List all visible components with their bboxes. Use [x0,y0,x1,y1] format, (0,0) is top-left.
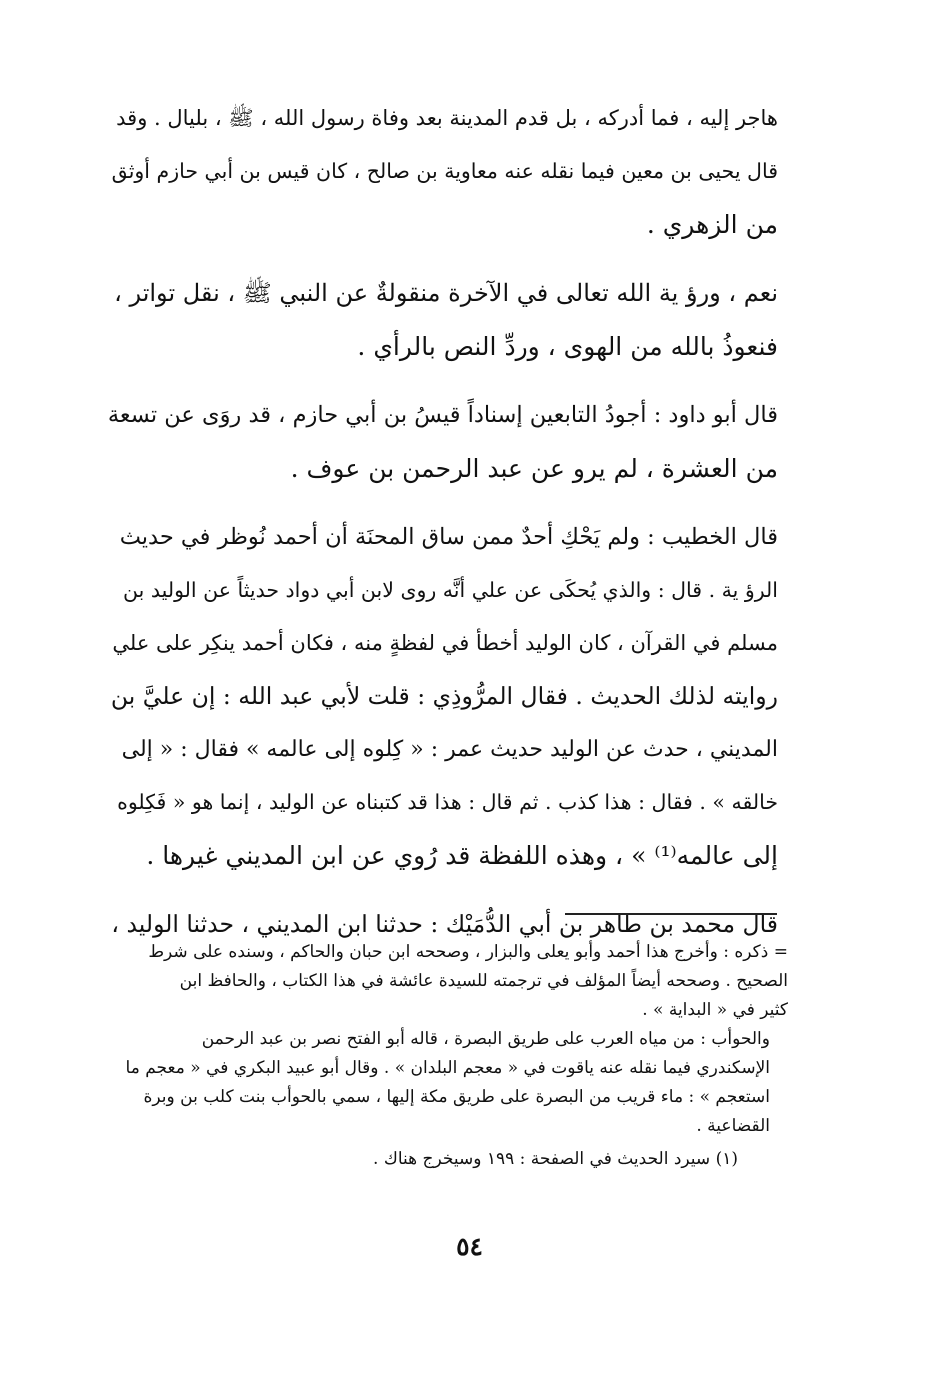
footnote-line: استعجم » : ماء قريب من البصرة على طريق مكة إليها ، سمي بالحوأب بنت كلب بن وبرة [143,1087,770,1107]
text-line: قال يحيى بن معين فيما نقله عنه معاوية بن صالح ، كان قيس بن أبي حازم أوثق [111,159,778,183]
page-number: ٥٤ [456,1232,483,1261]
footnote-line: الإسكندري فيما نقله عنه ياقوت في « معجم البلدان » . وقال أبو عبيد البكري في « معجم ما [125,1058,770,1078]
footnote-continuation [108,938,788,1025]
text-line: قال أبو داود : أجودُ التابعين إسناداً قيسُ بن أبي حازم ، قد روَى عن تسعة [107,402,778,428]
text-line: قال محمد بن طاهر بن أبي الدُّمَيْك : حدثنا ابن المديني ، حدثنا الوليد ، [111,910,778,938]
footnote-line: = ذكره : وأخرج هذا أحمد وأبو يعلى والبزار ، وصححه ابن حبان والحاكم ، وسنده على شرط [148,942,788,962]
text-line: من الزهري . [646,210,778,239]
text-line: المديني ، حدث عن الوليد حديث عمر : « كِلوه إلى عالمه » فقال : « إلى [121,737,778,762]
footnote-line: والحوأب : من مياه العرب على طريق البصرة ، قاله أبو الفتح نصر بن عبد الرحمن [201,1029,770,1049]
footnote-1 [108,1145,788,1174]
paragraph-1 [108,92,778,251]
main-text [108,92,778,967]
paragraph-3 [108,389,778,495]
text-line: قال الخطيب : ولم يَحْكِ أحدٌ ممن ساق المحنَة أن أحمد نُوظر في حديث [119,524,778,550]
text-line: نعم ، ورؤ ية الله تعالى في الآخرة منقولةٌ عن النبي ﷺ ، نقل تواتر ، [114,279,778,307]
footnote-line: الصحيح . وصححه أيضاً المؤلف في ترجمته للسيدة عائشة في هذا الكتاب ، والحافظ ابن [179,971,788,991]
footnote-hawab [108,1025,788,1141]
text-line: إلى عالمه⁽¹⁾ » ، وهذه اللفظة قد رُوي عن ابن المديني غيرها . [146,841,778,870]
paragraph-4 [108,511,778,882]
text-line: روايته لذلك الحديث . فقال المرُّوذِي : قلت لأبي عبد الله : إن عليَّ بن [110,682,778,710]
text-line: هاجر إليه ، فما أدركه ، بل قدم المدينة بعد وفاة رسول الله ، ﷺ ، بليال . وقد [116,106,778,130]
footnote-line: (١) سيرد الحديث في الصفحة : ١٩٩ وسيخرج هناك . [373,1149,738,1169]
footnote-line: القضاعية . [696,1116,770,1136]
footnote-line: كثير في « البداية » . [642,1000,788,1020]
paragraph-2 [108,267,778,373]
text-line: مسلم في القرآن ، كان الوليد أخطأ في لفظةٍ منه ، فكان أحمد ينكِر على علي [112,631,778,655]
text-line: فنعوذُ بالله من الهوى ، وردِّ النص بالرأي . [357,332,778,361]
footnote-separator [565,913,777,915]
text-line: من العشرة ، لم يرو عن عبد الرحمن بن عوف . [290,454,778,483]
text-line: الرؤ ية . قال : والذي يُحكَى عن علي أنَّه روى لابن أبي دواد حديثاً عن الوليد بن [123,578,778,602]
text-line: خالقه » . فقال : هذا كذب . ثم قال : هذا قد كتبناه عن الوليد ، إنما هو « فَكِلوه [117,790,778,814]
footnotes [108,938,788,1174]
